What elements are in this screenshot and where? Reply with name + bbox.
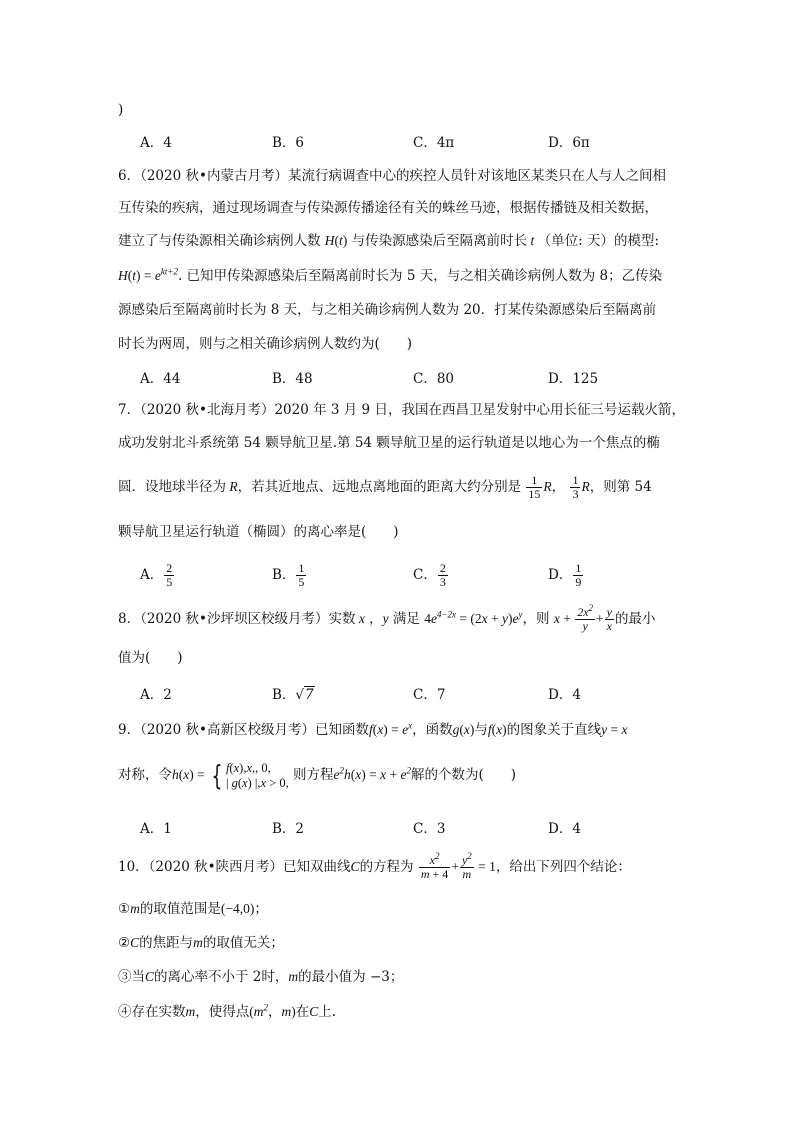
- q9-line-1c: 与: [474, 722, 488, 738]
- q7-var-R: R: [226, 479, 238, 494]
- q10-frac-x: $\frac{x^2}{m + 4}$: [420, 851, 449, 881]
- q6-line-4b: . 已知甲传染源感染后至隔离前时长为 5 天，与之相关确诊病例人数为 8；乙传染: [177, 268, 663, 284]
- q9-option-b: B．2: [272, 821, 305, 837]
- q5-option-d: D．6π: [548, 135, 590, 151]
- q7-line-3b: ，若其近地点、远地点离地面的距离大约分别是: [237, 479, 522, 495]
- q6-line-3b: 与传染源感染后至隔离前时长: [351, 233, 528, 249]
- q10-conclusion-2: ②C的焦距与m的取值无关；: [118, 935, 284, 951]
- q9-option-d: D．4: [548, 821, 581, 837]
- q8-target-expression: x + $\frac{2x^2}{y}$ + $\frac{y}{x}$: [553, 603, 612, 634]
- q8-option-b: B．√7: [272, 687, 314, 703]
- q6-model-formula: $H(t) = e^{kt+2}$: [118, 266, 178, 283]
- q5-tail: ): [118, 102, 124, 118]
- q7-option-a: A． $\frac{2}{5}$: [140, 561, 173, 589]
- q8-option-a: A．2: [140, 687, 172, 703]
- q6-option-d: D．125: [548, 371, 599, 387]
- q7-frac-1-3: $\frac{1}{3}$: [572, 473, 579, 501]
- q7-option-c: C． $\frac{2}{3}$: [413, 561, 446, 589]
- q8-option-c: C．7: [413, 687, 446, 703]
- q7-frac-1-15: $\frac{1}{15}$: [528, 473, 541, 501]
- q7-line-2: 成功发射北斗系统第 54 颗导航卫星.第 54 颗导航卫星的运行轨道是以地心为一个焦点的椭: [118, 435, 660, 451]
- q6-var-t: t: [527, 233, 538, 248]
- q10-line-1: 10．（2020 秋•陕西月考）已知双曲线C的方程为 $\frac{x^2}{m + 4}$ + $\frac{y^2}{m}$ = 1，给出下列四个结论：: [118, 851, 631, 881]
- q7-line-4: 颗导航卫星运行轨道（椭圆）的离心率是( ): [118, 524, 399, 540]
- q9-line-2a: 对称，令: [118, 767, 172, 783]
- q9-option-a: A．1: [140, 821, 172, 837]
- q9-line-1b: ，函数: [412, 722, 453, 738]
- q6-line-3c: （单位: 天）的模型:: [537, 233, 660, 249]
- q6-option-c: C．80: [413, 371, 455, 387]
- q6-formula-Ht: H: [324, 233, 335, 248]
- q8-equation: $4e^{4-2x} = (2x + y)e^y$: [424, 609, 523, 626]
- q8-line-1: 8．（2020 秋•沙坪坝区校级月考）实数 x ，y 满足 $4e^{4-2x} = (2x + y)e^y$，则 x + $\frac{2x^2}{y}$ + $\frac{y}{x}$ 的最小: [118, 603, 656, 634]
- q9-line-1: 9．（2020 秋•高新区校级月考）已知函数$f(x) = e^x$，函数g(x)与f(x)的图象关于直线y = x: [118, 720, 628, 738]
- q8-line-2: 值为( ): [118, 650, 183, 666]
- q6-line-2: 互传染的疾病，通过现场调查与传染源传播途径有关的蛛丝马迹，根据传播链及相关数据，: [118, 200, 658, 216]
- q8-line-1b: 满足: [392, 611, 420, 627]
- q5-option-c: C．4π: [413, 135, 455, 151]
- q6-option-a: A．44: [140, 371, 181, 387]
- q9-piecewise-brace: {: [211, 758, 223, 792]
- q7-line-3a: 圆．设地球半径为: [118, 479, 226, 495]
- q9-line-2b: 则方程: [293, 767, 334, 783]
- q9-line-1a: 9．（2020 秋•高新区校级月考）已知函数: [118, 722, 369, 738]
- q6-line-3: 建立了与传染源相关确诊病例人数 H(t) 与传染源感染后至隔离前时长 t （单位: 天）的模型:: [118, 233, 660, 249]
- q8-line-1a: 8．（2020 秋•沙坪坝区校级月考）实数: [118, 611, 356, 627]
- q9-piecewise-cases: f(x),x,, 0, | g(x) |,x > 0,: [225, 760, 289, 790]
- q7-option-b: B． $\frac{1}{5}$: [272, 561, 305, 589]
- q9-line-1d: 的图象关于直线: [506, 722, 602, 738]
- q9-line-2: 对称，令h(x) = { f(x),x,, 0, | g(x) |,x > 0, 则方程$e^2h(x) = x + e^2$解的个数为( ): [118, 758, 517, 792]
- q7-line-3c: ，则第 54: [589, 479, 652, 495]
- q10-line-1a: 10．（2020 秋•陕西月考）已知双曲线: [118, 859, 351, 875]
- q7-option-d: D． $\frac{1}{9}$: [548, 561, 582, 589]
- q9-option-c: C．3: [413, 821, 446, 837]
- q9-line-2c: 解的个数为( ): [411, 767, 517, 783]
- q6-line-5: 源感染后至隔离前时长为 8 天，与之相关确诊病例人数为 20．打某传染源感染后至隔离前: [118, 302, 657, 318]
- q8-line-1d: 的最小: [614, 611, 656, 627]
- q10-frac-y: $\frac{y^2}{m}$: [461, 851, 472, 881]
- q6-option-b: B．48: [272, 371, 313, 387]
- q10-line-1c: ，给出下列四个结论：: [495, 859, 631, 875]
- q6-line-4: [118, 266, 662, 286]
- q8-line-1c: ，则: [522, 611, 550, 627]
- q7-line-3: 圆．设地球半径为 R，若其近地点、远地点离地面的距离大约分别是 $\frac{1}{15}$ R， $\frac{1}{3}$ R，则第 54: [118, 473, 652, 501]
- q10-conclusion-4: ④存在实数m，使得点($m^2$，m)在C上.: [118, 1002, 337, 1020]
- q5-option-b: B．6: [272, 135, 305, 151]
- q5-option-a: A．4: [140, 135, 172, 151]
- q7-line-1: 7．（2020 秋•北海月考）2020 年 3 月 9 日，我国在西昌卫星发射中心用长征三号运载火箭，: [118, 402, 685, 418]
- q10-line-1b: 的方程为: [359, 859, 414, 875]
- q10-conclusion-1: ①m的取值范围是(−4,0)；: [118, 901, 268, 917]
- q6-line-6: 时长为两周，则与之相关确诊病例人数约为( ): [118, 336, 413, 352]
- q6-line-1: 6．（2020 秋•内蒙古月考）某流行病调查中心的疾控人员针对该地区某类只在人与人之间相: [118, 168, 666, 184]
- q10-conclusion-3: ③当C的离心率不小于 2时，m的最小值为 −3；: [118, 969, 404, 985]
- q8-option-d: D．4: [548, 687, 581, 703]
- q6-line-3a: 建立了与传染源相关确诊病例人数: [118, 233, 321, 249]
